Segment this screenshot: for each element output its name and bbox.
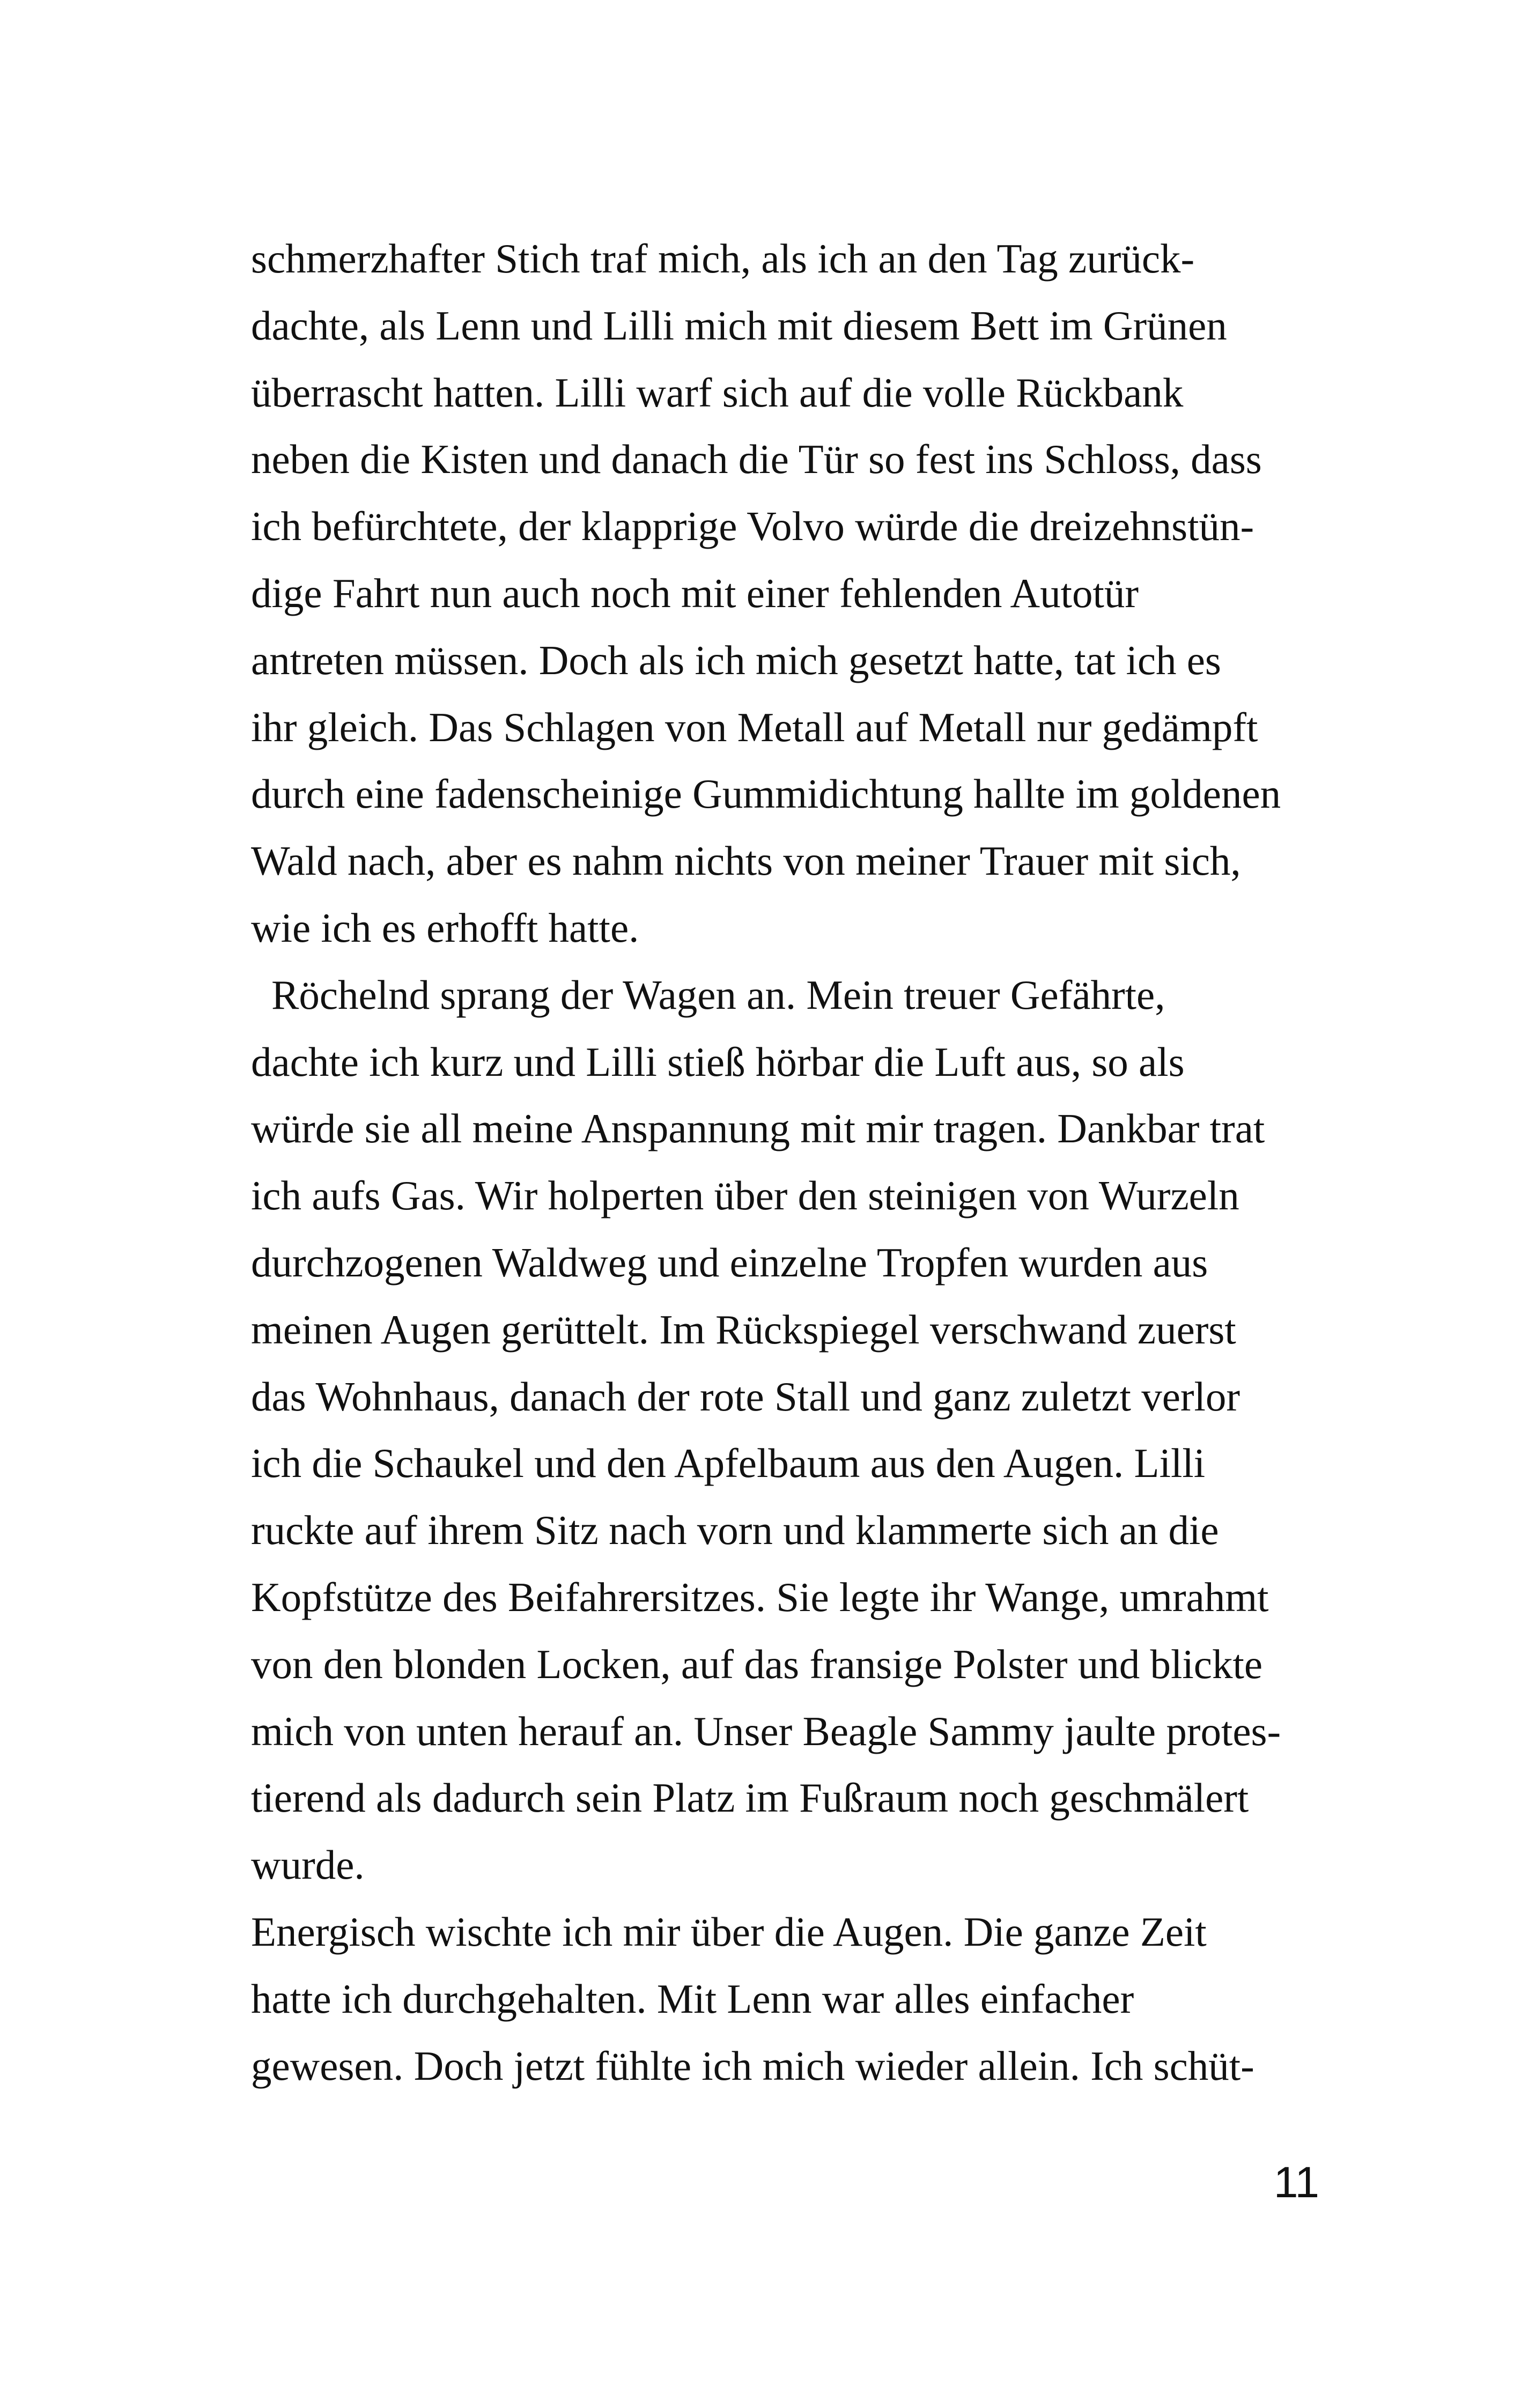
- text-line: Kopfstütze des Beifahrersitzes. Sie legte ihr Wange, umrahmt: [251, 1574, 1269, 1620]
- text-line: dachte, als Lenn und Lilli mich mit diesem Bett im Grünen: [251, 302, 1227, 349]
- text-line: mich von unten herauf an. Unser Beagle Sammy jaulte protes-: [251, 1708, 1281, 1754]
- text-line: durch eine fadenscheinige Gummidichtung hallte im goldenen: [251, 771, 1281, 817]
- text-line: wurde.: [251, 1842, 365, 1888]
- text-line: durchzogenen Waldweg und einzelne Tropfen wurden aus: [251, 1239, 1208, 1286]
- text-line: antreten müssen. Doch als ich mich gesetzt hatte, tat ich es: [251, 637, 1221, 683]
- page-number: 11: [1273, 2158, 1319, 2207]
- text-line: ich die Schaukel und den Apfelbaum aus den Augen. Lilli: [251, 1440, 1206, 1487]
- text-line: Wald nach, aber es nahm nichts von meiner Trauer mit sich,: [251, 838, 1241, 884]
- text-line: ruckte auf ihrem Sitz nach vorn und klammerte sich an die: [251, 1507, 1219, 1554]
- text-line: dachte ich kurz und Lilli stieß hörbar die Luft aus, so als: [251, 1038, 1185, 1085]
- text-line: meinen Augen gerüttelt. Im Rückspiegel verschwand zuerst: [251, 1306, 1236, 1353]
- text-line: dige Fahrt nun auch noch mit einer fehlenden Autotür: [251, 570, 1139, 616]
- text-line: tierend als dadurch sein Platz im Fußraum noch geschmälert: [251, 1775, 1249, 1821]
- paragraph-first-line: Energisch wischte ich mir über die Augen. Die ganze Zeit: [251, 1908, 1207, 1955]
- text-line: das Wohnhaus, danach der rote Stall und ganz zuletzt verlor: [251, 1373, 1241, 1420]
- text-line: von den blonden Locken, auf das fransige Polster und blickte: [251, 1641, 1263, 1687]
- text-line: hatte ich durchgehalten. Mit Lenn war alles einfacher: [251, 1975, 1134, 2022]
- paragraph-first-line: Röchelnd sprang der Wagen an. Mein treuer Gefährte,: [271, 971, 1165, 1018]
- text-line: ihr gleich. Das Schlagen von Metall auf Metall nur gedämpft: [251, 704, 1258, 750]
- text-line: wie ich es erhofft hatte.: [251, 904, 639, 951]
- text-line: ich befürchtete, der klapprige Volvo würde die dreizehnstün-: [251, 503, 1254, 550]
- text-line: überrascht hatten. Lilli warf sich auf die volle Rückbank: [251, 369, 1184, 416]
- text-line: neben die Kisten und danach die Tür so fest ins Schloss, dass: [251, 436, 1262, 483]
- text-line: gewesen. Doch jetzt fühlte ich mich wieder allein. Ich schüt-: [251, 2042, 1254, 2089]
- text-line: schmerzhafter Stich traf mich, als ich an den Tag zurück-: [251, 235, 1195, 282]
- body-text: [251, 225, 1324, 2099]
- text-line: würde sie all meine Anspannung mit mir tragen. Dankbar trat: [251, 1105, 1265, 1152]
- text-line: ich aufs Gas. Wir holperten über den steinigen von Wurzeln: [251, 1172, 1239, 1219]
